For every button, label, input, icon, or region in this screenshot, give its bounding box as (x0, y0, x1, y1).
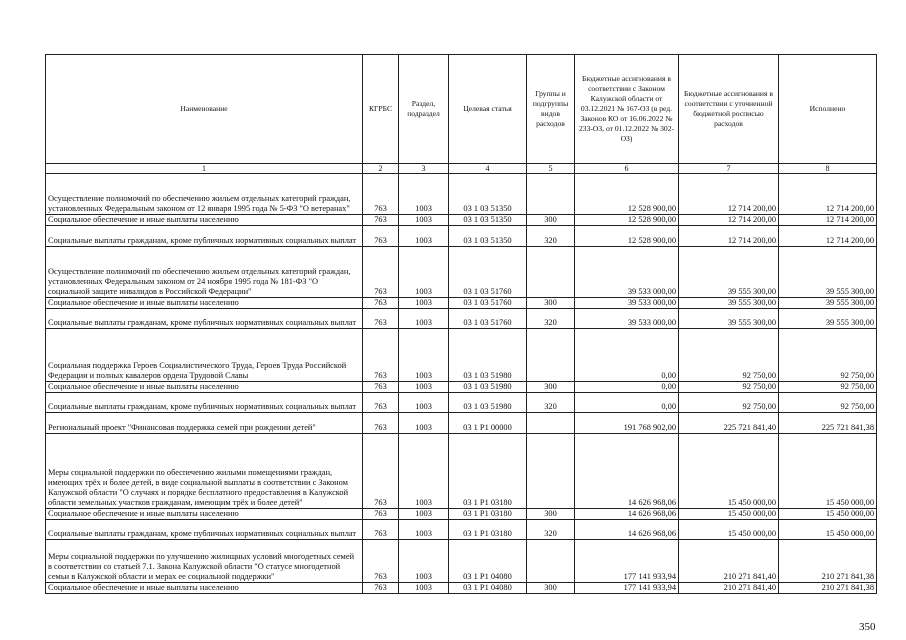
cell-section: 1003 (399, 215, 449, 226)
header-section: Раздел, подраздел (399, 55, 449, 164)
table-row (46, 583, 877, 594)
column-number: 5 (527, 164, 575, 174)
cell-name: Меры социальной поддержки по улучшению жилищных условий многодетных семей в соответствии со статьей 7.1. Закона Калужской области "О статусе многодетной семьи в Калужской области и мерах ее социальной поддержки" (46, 540, 363, 583)
cell-group: 300 (527, 298, 575, 309)
cell-name: Региональный проект "Финансовая поддержка семей при рождении детей" (46, 413, 363, 434)
cell-section: 1003 (399, 583, 449, 594)
cell-law: 191 768 902,00 (575, 413, 679, 434)
cell-executed: 225 721 841,38 (779, 413, 877, 434)
table-row (46, 226, 877, 247)
cell-group: 300 (527, 382, 575, 393)
cell-refined: 12 714 200,00 (679, 226, 779, 247)
cell-name: Социальное обеспечение и иные выплаты населению (46, 382, 363, 393)
cell-target: 03 1 03 51350 (449, 215, 527, 226)
table-row (46, 247, 877, 298)
cell-law: 39 533 000,00 (575, 247, 679, 298)
cell-kgrbs: 763 (363, 540, 399, 583)
cell-name: Социальное обеспечение и иные выплаты населению (46, 298, 363, 309)
column-number: 6 (575, 164, 679, 174)
cell-section: 1003 (399, 226, 449, 247)
cell-section: 1003 (399, 434, 449, 509)
cell-target: 03 1 03 51760 (449, 309, 527, 329)
cell-name: Социальные выплаты гражданам, кроме публичных нормативных социальных выплат (46, 520, 363, 540)
cell-law: 14 626 968,06 (575, 520, 679, 540)
cell-kgrbs: 763 (363, 393, 399, 413)
cell-kgrbs: 763 (363, 434, 399, 509)
cell-refined: 210 271 841,40 (679, 583, 779, 594)
column-number-row (46, 164, 877, 174)
cell-kgrbs: 763 (363, 298, 399, 309)
column-number: 7 (679, 164, 779, 174)
cell-section: 1003 (399, 247, 449, 298)
cell-target: 03 1 P1 03180 (449, 434, 527, 509)
cell-kgrbs: 763 (363, 329, 399, 382)
cell-section: 1003 (399, 520, 449, 540)
cell-group (527, 247, 575, 298)
cell-refined: 12 714 200,00 (679, 215, 779, 226)
cell-refined: 210 271 841,40 (679, 540, 779, 583)
table-row (46, 520, 877, 540)
cell-name: Социальное обеспечение и иные выплаты населению (46, 583, 363, 594)
cell-group: 320 (527, 520, 575, 540)
cell-name: Меры социальной поддержки по обеспечению жилыми помещениями граждан, имеющих трёх и более детей, в виде социальной выплаты в соответствии с Законом Калужской области "О случаях и порядке бесплатного предоставления в Калужской области земельных участков гражданам, имеющим трёх и более детей" (46, 434, 363, 509)
cell-section: 1003 (399, 413, 449, 434)
cell-executed: 92 750,00 (779, 393, 877, 413)
cell-group (527, 434, 575, 509)
cell-refined: 12 714 200,00 (679, 174, 779, 215)
cell-kgrbs: 763 (363, 382, 399, 393)
cell-group: 300 (527, 509, 575, 520)
cell-law: 0,00 (575, 382, 679, 393)
cell-group: 320 (527, 309, 575, 329)
table-row (46, 309, 877, 329)
table-row (46, 434, 877, 509)
cell-executed: 15 450 000,00 (779, 509, 877, 520)
cell-group (527, 413, 575, 434)
cell-name: Социальные выплаты гражданам, кроме публичных нормативных социальных выплат (46, 309, 363, 329)
cell-target: 03 1 P1 00000 (449, 413, 527, 434)
cell-law: 39 533 000,00 (575, 309, 679, 329)
cell-law: 14 626 968,06 (575, 434, 679, 509)
budget-table (45, 54, 877, 594)
table-body (46, 174, 877, 594)
cell-refined: 39 555 300,00 (679, 298, 779, 309)
cell-law: 39 533 000,00 (575, 298, 679, 309)
cell-target: 03 1 03 51980 (449, 393, 527, 413)
column-number: 1 (46, 164, 363, 174)
cell-kgrbs: 763 (363, 583, 399, 594)
cell-refined: 15 450 000,00 (679, 434, 779, 509)
cell-refined: 92 750,00 (679, 393, 779, 413)
cell-target: 03 1 03 51760 (449, 298, 527, 309)
cell-law: 12 528 900,00 (575, 174, 679, 215)
header-refined: Бюджетные ассигнования в соответствии с уточненной бюджетной росписью расходов (679, 55, 779, 164)
table-row (46, 298, 877, 309)
cell-executed: 39 555 300,00 (779, 309, 877, 329)
page-number: 350 (859, 621, 876, 633)
cell-section: 1003 (399, 174, 449, 215)
cell-law: 12 528 900,00 (575, 226, 679, 247)
cell-kgrbs: 763 (363, 309, 399, 329)
cell-law: 14 626 968,06 (575, 509, 679, 520)
cell-executed: 92 750,00 (779, 329, 877, 382)
cell-section: 1003 (399, 298, 449, 309)
table-row (46, 413, 877, 434)
cell-executed: 92 750,00 (779, 382, 877, 393)
cell-kgrbs: 763 (363, 413, 399, 434)
header-kgrbs: КГРБС (363, 55, 399, 164)
table-row (46, 393, 877, 413)
cell-group: 320 (527, 393, 575, 413)
cell-target: 03 1 P1 03180 (449, 520, 527, 540)
cell-executed: 12 714 200,00 (779, 215, 877, 226)
cell-group: 300 (527, 215, 575, 226)
table-row (46, 540, 877, 583)
cell-name: Социальные выплаты гражданам, кроме публичных нормативных социальных выплат (46, 226, 363, 247)
table-row (46, 174, 877, 215)
cell-group (527, 329, 575, 382)
cell-refined: 15 450 000,00 (679, 520, 779, 540)
column-number: 8 (779, 164, 877, 174)
column-number: 2 (363, 164, 399, 174)
header-law: Бюджетные ассигнования в соответствии с Законом Калужской области от 03.12.2021 № 167-ОЗ (в ред. Законов КО от 16.06.2022 № 233-ОЗ, от 01.12.2022 № 302-ОЗ) (575, 55, 679, 164)
cell-kgrbs: 763 (363, 226, 399, 247)
cell-section: 1003 (399, 309, 449, 329)
header-row (46, 55, 877, 164)
header-target: Целевая статья (449, 55, 527, 164)
cell-target: 03 1 P1 03180 (449, 509, 527, 520)
cell-refined: 92 750,00 (679, 382, 779, 393)
cell-kgrbs: 763 (363, 215, 399, 226)
cell-name: Социальные выплаты гражданам, кроме публичных нормативных социальных выплат (46, 393, 363, 413)
cell-law: 177 141 933,94 (575, 583, 679, 594)
cell-target: 03 1 03 51350 (449, 226, 527, 247)
cell-kgrbs: 763 (363, 247, 399, 298)
cell-target: 03 1 03 51760 (449, 247, 527, 298)
cell-law: 177 141 933,94 (575, 540, 679, 583)
cell-target: 03 1 P1 04080 (449, 540, 527, 583)
cell-executed: 15 450 000,00 (779, 520, 877, 540)
cell-group (527, 540, 575, 583)
header-executed: Исполнено (779, 55, 877, 164)
cell-group: 300 (527, 583, 575, 594)
cell-executed: 12 714 200,00 (779, 226, 877, 247)
cell-section: 1003 (399, 540, 449, 583)
cell-refined: 15 450 000,00 (679, 509, 779, 520)
header-name: Наименование (46, 55, 363, 164)
cell-executed: 15 450 000,00 (779, 434, 877, 509)
table-row (46, 329, 877, 382)
cell-section: 1003 (399, 509, 449, 520)
cell-name: Социальное обеспечение и иные выплаты населению (46, 215, 363, 226)
cell-section: 1003 (399, 329, 449, 382)
cell-target: 03 1 03 51980 (449, 382, 527, 393)
cell-executed: 12 714 200,00 (779, 174, 877, 215)
cell-law: 12 528 900,00 (575, 215, 679, 226)
cell-refined: 92 750,00 (679, 329, 779, 382)
cell-law: 0,00 (575, 329, 679, 382)
table-row (46, 509, 877, 520)
cell-section: 1003 (399, 382, 449, 393)
cell-target: 03 1 P1 04080 (449, 583, 527, 594)
cell-name: Социальное обеспечение и иные выплаты населению (46, 509, 363, 520)
cell-target: 03 1 03 51980 (449, 329, 527, 382)
cell-name: Осуществление полномочий по обеспечению жильем отдельных категорий граждан, установленных Федеральным законом от 12 января 1995 года № 5-ФЗ "О ветеранах" (46, 174, 363, 215)
cell-name: Социальная поддержка Героев Социалистического Труда, Героев Труда Российской Федерации и полных кавалеров ордена Трудовой Славы (46, 329, 363, 382)
cell-refined: 225 721 841,40 (679, 413, 779, 434)
cell-target: 03 1 03 51350 (449, 174, 527, 215)
cell-executed: 210 271 841,38 (779, 583, 877, 594)
cell-law: 0,00 (575, 393, 679, 413)
cell-executed: 39 555 300,00 (779, 298, 877, 309)
cell-kgrbs: 763 (363, 520, 399, 540)
header-groups: Группы и подгруппы видов расходов (527, 55, 575, 164)
cell-section: 1003 (399, 393, 449, 413)
cell-executed: 39 555 300,00 (779, 247, 877, 298)
column-number: 3 (399, 164, 449, 174)
cell-group (527, 174, 575, 215)
cell-executed: 210 271 841,38 (779, 540, 877, 583)
table-row (46, 215, 877, 226)
cell-group: 320 (527, 226, 575, 247)
cell-refined: 39 555 300,00 (679, 309, 779, 329)
cell-kgrbs: 763 (363, 509, 399, 520)
cell-kgrbs: 763 (363, 174, 399, 215)
cell-refined: 39 555 300,00 (679, 247, 779, 298)
cell-name: Осуществление полномочий по обеспечению жильем отдельных категорий граждан, установленных Федеральным законом от 24 ноября 1995 года № 181-ФЗ "О социальной защите инвалидов в Российской Федерации" (46, 247, 363, 298)
table-row (46, 382, 877, 393)
column-number: 4 (449, 164, 527, 174)
